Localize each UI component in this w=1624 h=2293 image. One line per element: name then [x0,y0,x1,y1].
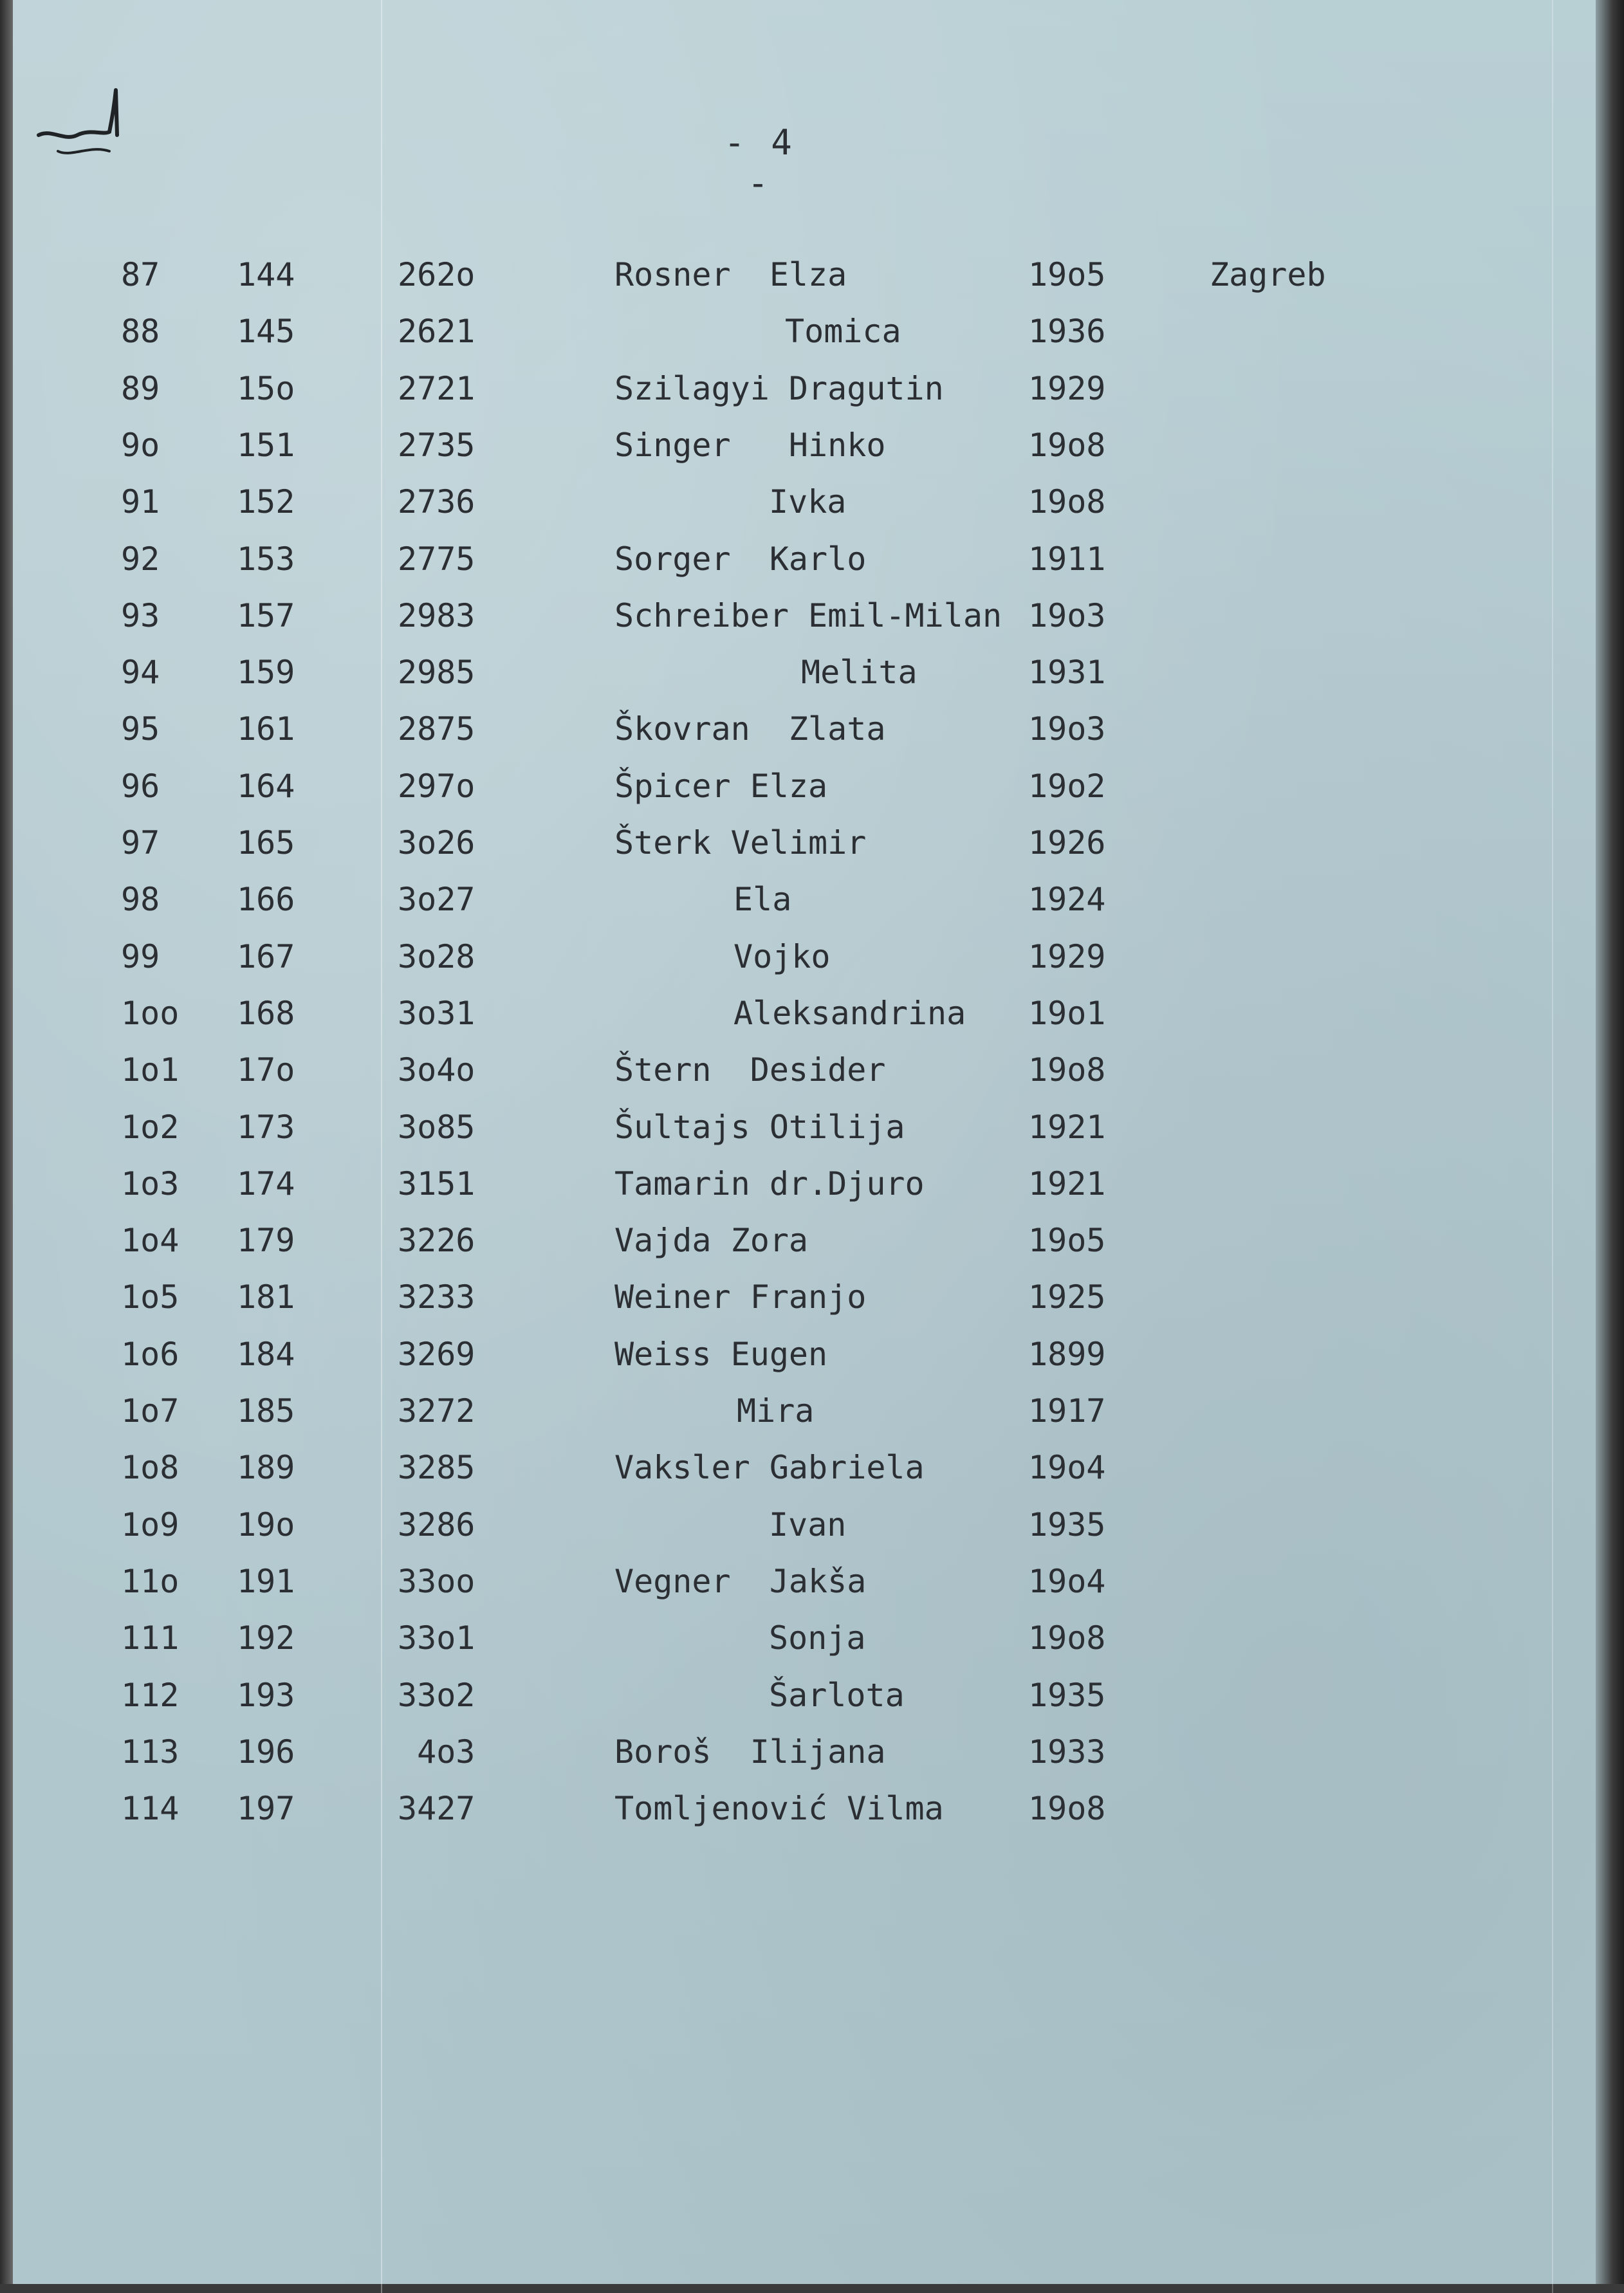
row-number: 1oo [121,995,180,1032]
row-name: Šterk Velimir [614,824,867,861]
scan-edge-bottom [0,2284,1624,2293]
row-list-number: 196 [237,1733,295,1771]
row-birth-year: 1925 [1028,1278,1106,1316]
row-list-number: 197 [237,1790,295,1827]
row-list-number: 181 [237,1278,295,1316]
row-list-number: 167 [237,938,295,975]
row-record-number: 33o1 [398,1619,475,1657]
row-number: 97 [121,824,160,861]
row-name: Aleksandrina [734,995,966,1032]
row-list-number: 159 [237,654,295,691]
row-birth-year: 19o4 [1028,1563,1106,1600]
row-number: 1o2 [121,1109,180,1146]
row-list-number: 191 [237,1563,295,1600]
row-number: 11o [121,1563,180,1600]
row-record-number: 2983 [398,597,475,634]
row-record-number: 3o85 [398,1109,475,1146]
row-record-number: 3286 [398,1506,475,1543]
row-birth-year: 1936 [1028,313,1106,350]
row-number: 93 [121,597,160,634]
scan-edge-right [1596,0,1624,2293]
row-number: 1o3 [121,1165,180,1202]
row-number: 92 [121,540,160,578]
row-birth-year: 1899 [1028,1336,1106,1373]
row-birth-year: 19o5 [1028,256,1106,293]
row-record-number: 3o26 [398,824,475,861]
row-name: Špicer Elza [614,768,828,805]
row-name: Šultajs Otilija [614,1109,905,1146]
row-name: Štern Desider [614,1051,886,1089]
row-name: Weiner Franjo [614,1278,867,1316]
row-record-number: 3427 [398,1790,475,1827]
row-record-number: 297o [398,768,475,805]
row-list-number: 166 [237,881,295,918]
row-record-number: 2735 [398,427,475,464]
row-name: Šarlota [769,1677,905,1714]
row-birth-year: 19o8 [1028,1790,1106,1827]
page-number: - 4 - [724,122,795,203]
row-number: 95 [121,710,160,748]
row-name: Sonja [769,1619,866,1657]
row-list-number: 144 [237,256,295,293]
row-birth-year: 1931 [1028,654,1106,691]
row-list-number: 151 [237,427,295,464]
row-name: Mira [737,1392,815,1430]
row-record-number: 2721 [398,370,475,407]
row-list-number: 189 [237,1449,295,1486]
row-birth-year: 19o8 [1028,1051,1106,1089]
row-number: 1o8 [121,1449,180,1486]
row-record-number: 3269 [398,1336,475,1373]
row-birth-year: 19o8 [1028,1619,1106,1657]
row-number: 91 [121,483,160,520]
row-record-number: 3o4o [398,1051,475,1089]
row-record-number: 33oo [398,1563,475,1600]
row-list-number: 19o [237,1506,295,1543]
row-record-number: 2736 [398,483,475,520]
row-name: Škovran Zlata [614,710,886,748]
row-number: 1o7 [121,1392,180,1430]
row-birth-year: 19o5 [1028,1222,1106,1259]
row-list-number: 193 [237,1677,295,1714]
row-birth-year: 1926 [1028,824,1106,861]
row-birth-year: 1929 [1028,938,1106,975]
row-birth-year: 19o3 [1028,710,1106,748]
row-number: 99 [121,938,160,975]
paper-fold-line [381,0,382,2293]
row-record-number: 2875 [398,710,475,748]
row-number: 111 [121,1619,180,1657]
paper-fold-line [1552,0,1553,2293]
row-number: 9o [121,427,160,464]
row-record-number: 3285 [398,1449,475,1486]
row-number: 96 [121,768,160,805]
row-place: Zagreb [1210,256,1326,293]
row-name: Singer Hinko [614,427,886,464]
row-number: 1o4 [121,1222,180,1259]
row-record-number: 33o2 [398,1677,475,1714]
row-number: 94 [121,654,160,691]
row-number: 113 [121,1733,180,1771]
row-name: Vaksler Gabriela [614,1449,925,1486]
row-number: 114 [121,1790,180,1827]
row-birth-year: 19o1 [1028,995,1106,1032]
row-birth-year: 1935 [1028,1677,1106,1714]
row-record-number: 2985 [398,654,475,691]
row-birth-year: 19o2 [1028,768,1106,805]
row-birth-year: 1917 [1028,1392,1106,1430]
row-birth-year: 1911 [1028,540,1106,578]
row-number: 88 [121,313,160,350]
row-name: Ivka [769,483,847,520]
row-number: 1o9 [121,1506,180,1543]
row-list-number: 152 [237,483,295,520]
row-birth-year: 19o3 [1028,597,1106,634]
row-record-number: 3233 [398,1278,475,1316]
row-record-number: 2621 [398,313,475,350]
row-name: Vegner Jakša [614,1563,867,1600]
row-birth-year: 1921 [1028,1109,1106,1146]
row-name: Szilagyi Dragutin [614,370,944,407]
row-name: Vajda Zora [614,1222,809,1259]
row-birth-year: 1924 [1028,881,1106,918]
row-birth-year: 1935 [1028,1506,1106,1543]
row-list-number: 168 [237,995,295,1032]
row-birth-year: 19o8 [1028,427,1106,464]
handwritten-mark-icon [32,39,135,167]
row-birth-year: 1933 [1028,1733,1106,1771]
row-birth-year: 1929 [1028,370,1106,407]
scan-edge-left [0,0,13,2293]
row-record-number: 3226 [398,1222,475,1259]
row-name: Schreiber Emil-Milan [614,597,1002,634]
row-name: Vojko [734,938,831,975]
row-list-number: 192 [237,1619,295,1657]
row-number: 89 [121,370,160,407]
row-list-number: 179 [237,1222,295,1259]
row-name: Tomica [785,313,901,350]
row-name: Sorger Karlo [614,540,867,578]
row-number: 1o6 [121,1336,180,1373]
row-list-number: 184 [237,1336,295,1373]
row-number: 1o5 [121,1278,180,1316]
row-list-number: 17o [237,1051,295,1089]
row-name: Boroš Ilijana [614,1733,886,1771]
row-number: 1o1 [121,1051,180,1089]
row-record-number: 3151 [398,1165,475,1202]
row-list-number: 164 [237,768,295,805]
row-list-number: 145 [237,313,295,350]
row-record-number: 262o [398,256,475,293]
row-birth-year: 19o4 [1028,1449,1106,1486]
row-record-number: 4o3 [398,1733,475,1771]
row-record-number: 3o27 [398,881,475,918]
row-record-number: 3o31 [398,995,475,1032]
row-list-number: 15o [237,370,295,407]
row-number: 112 [121,1677,180,1714]
row-birth-year: 19o8 [1028,483,1106,520]
row-list-number: 174 [237,1165,295,1202]
row-list-number: 153 [237,540,295,578]
row-name: Rosner Elza [614,256,847,293]
row-record-number: 3o28 [398,938,475,975]
row-name: Melita [801,654,918,691]
row-list-number: 165 [237,824,295,861]
row-number: 87 [121,256,160,293]
row-list-number: 161 [237,710,295,748]
row-number: 98 [121,881,160,918]
row-record-number: 3272 [398,1392,475,1430]
row-name: Tamarin dr.Djuro [614,1165,925,1202]
row-record-number: 2775 [398,540,475,578]
row-list-number: 185 [237,1392,295,1430]
row-name: Ela [734,881,792,918]
row-birth-year: 1921 [1028,1165,1106,1202]
row-list-number: 173 [237,1109,295,1146]
row-name: Tomljenović Vilma [614,1790,944,1827]
row-name: Ivan [769,1506,847,1543]
row-list-number: 157 [237,597,295,634]
row-name: Weiss Eugen [614,1336,828,1373]
